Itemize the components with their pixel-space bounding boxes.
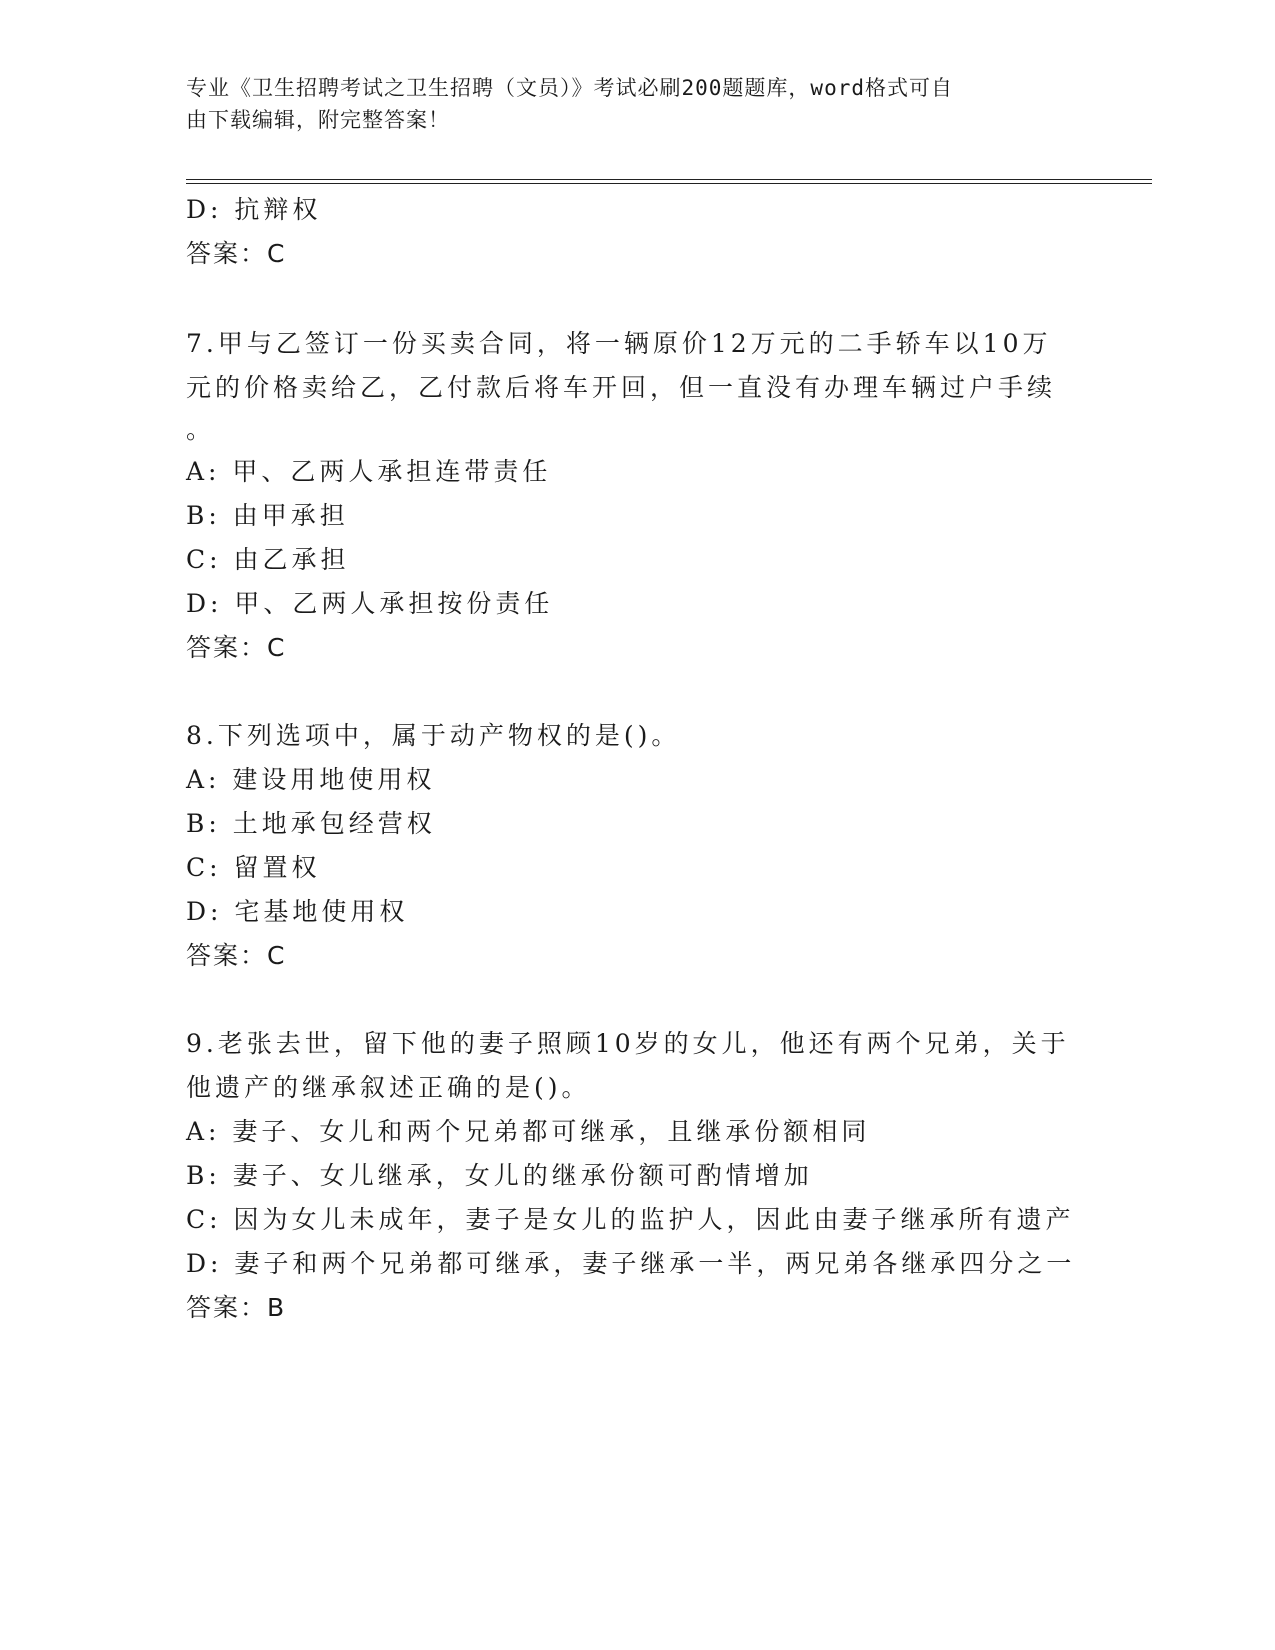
document-header xyxy=(186,72,1066,136)
q9-stem-line-1: 9.老张去世，留下他的妻子照顾10岁的女儿，他还有两个兄弟，关于 xyxy=(186,1029,1070,1058)
q9-option-d: D: 妻子和两个兄弟都可继承，妻子继承一半，两兄弟各继承四分之一 xyxy=(186,1249,1076,1278)
header-line-1: 专业《卫生招聘考试之卫生招聘（文员）》考试必刷200题题库，word格式可自 xyxy=(186,76,953,100)
q8-option-c: C: 留置权 xyxy=(186,853,321,882)
q8-stem-line-1: 8.下列选项中，属于动产物权的是()。 xyxy=(186,721,681,750)
q9-option-b: B: 妻子、女儿继承，女儿的继承份额可酌情增加 xyxy=(186,1161,813,1190)
q7-option-a: A: 甲、乙两人承担连带责任 xyxy=(186,457,552,486)
q8-answer: 答案：C xyxy=(186,941,287,970)
q7-answer: 答案：C xyxy=(186,633,287,662)
q7-stem-line-1: 7.甲与乙签订一份买卖合同，将一辆原价12万元的二手轿车以10万 xyxy=(186,329,1052,358)
q8-option-d: D: 宅基地使用权 xyxy=(186,897,409,926)
q9-option-a: A: 妻子、女儿和两个兄弟都可继承，且继承份额相同 xyxy=(186,1117,871,1146)
prev-option-d: D: 抗辩权 xyxy=(186,195,322,224)
q8-option-a: A: 建设用地使用权 xyxy=(186,765,436,794)
q9-option-c: C: 因为女儿未成年，妻子是女儿的监护人，因此由妻子继承所有遗产 xyxy=(186,1205,1075,1234)
q9-stem-line-2: 他遗产的继承叙述正确的是()。 xyxy=(186,1073,591,1102)
header-line-2: 由下载编辑，附完整答案！ xyxy=(186,108,450,132)
q9-answer: 答案：B xyxy=(186,1293,287,1322)
q7-stem-line-3: 。 xyxy=(186,415,216,444)
q8-option-b: B: 土地承包经营权 xyxy=(186,809,436,838)
prev-answer: 答案：C xyxy=(186,239,287,268)
q7-option-b: B: 由甲承担 xyxy=(186,501,349,530)
header-divider xyxy=(186,179,1152,184)
q7-option-c: C: 由乙承担 xyxy=(186,545,350,574)
q7-stem-line-2: 元的价格卖给乙，乙付款后将车开回，但一直没有办理车辆过户手续 xyxy=(186,373,1057,402)
q7-option-d: D: 甲、乙两人承担按份责任 xyxy=(186,589,554,618)
